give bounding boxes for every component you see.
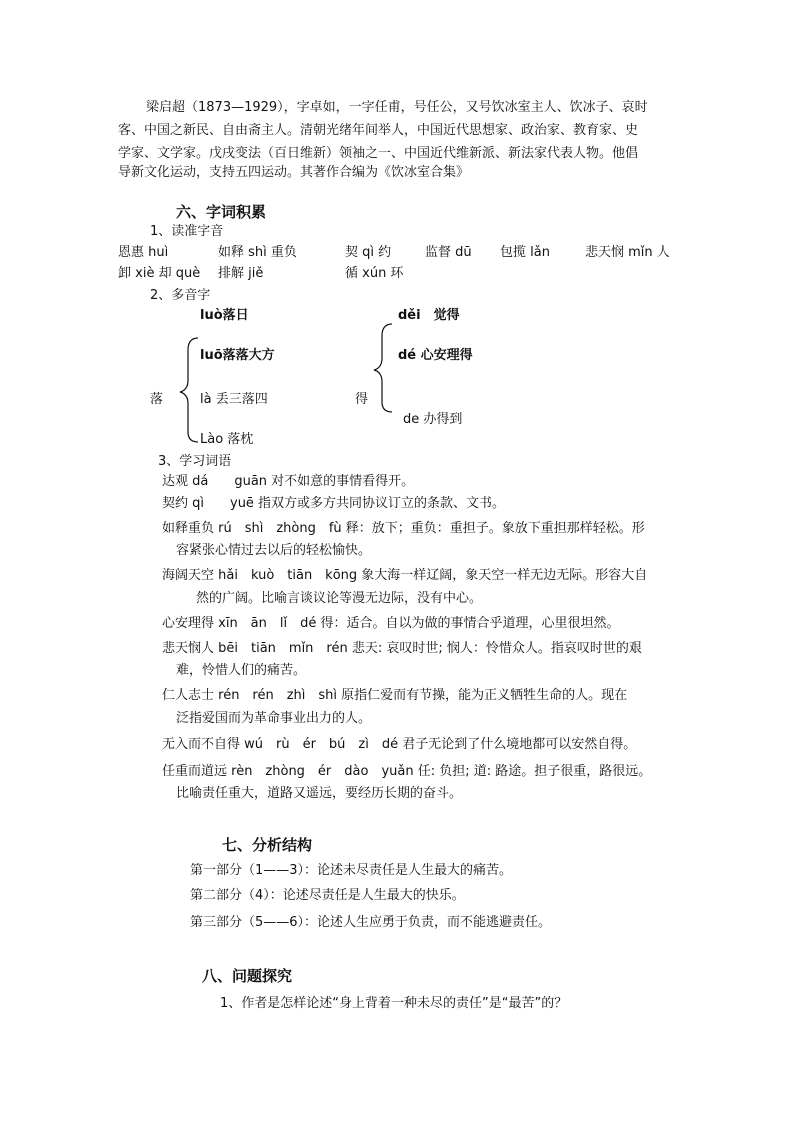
vocab-entry: 任重而道远 rèn zhòng ér dào yuǎn 任: 负担; 道: 路途。担子很重，路很远。 [162, 764, 652, 779]
bio-line-4: 导新文化运动，支持五四运动。其著作合编为《饮冰室合集》 [118, 165, 470, 180]
question-1: 1、作者是怎样论述“身上背着一种未尽的责任”是“最苦”的？ [220, 996, 568, 1011]
section7-title: 七、分析结构 [222, 836, 313, 854]
vocab-entry: 海阔天空 hǎi kuò tiān kōng 象大海一样辽阔，象天空一样无边无际。形容大自 [162, 568, 648, 583]
pron-item: 包揽 lǎn [500, 245, 550, 260]
structure-item: 第三部分（5——6）：论述人生应勇于负责，而不能逃避责任。 [190, 915, 552, 930]
vocab-entry: 无入而不自得 wú rù ér bú zì dé 君子无论到了什么境地都可以安然自得。 [162, 737, 637, 752]
luo-reading: luò落日 [200, 308, 249, 323]
vocab-entry-cont: 泛指爱国而为革命事业出力的人。 [176, 711, 372, 726]
de-reading: děi 觉得 [398, 308, 460, 323]
brace-icon [372, 322, 394, 414]
luo-reading: luō落落大方 [200, 348, 275, 363]
de-char: 得 [355, 392, 369, 407]
vocab-entry: 悲天悯人 bēi tiān mǐn rén 悲天: 哀叹时世; 悯人：怜惜众人。指哀叹时世的艰 [162, 641, 642, 656]
section8-title: 八、问题探究 [202, 967, 293, 985]
pron-item: 恩惠 huì [118, 245, 169, 260]
vocab-entry: 心安理得 xīn ān lǐ dé 得：适合。自以为做的事情合乎道理，心里很坦然。 [162, 616, 620, 631]
pron-item: 契 qì 约 [345, 245, 392, 260]
luo-reading: là 丢三落四 [200, 392, 268, 407]
structure-item: 第二部分（4）：论述尽责任是人生最大的快乐。 [190, 888, 465, 903]
vocab-entry: 达观 dá guān 对不如意的事情看得开。 [162, 474, 415, 489]
vocab-entry-cont: 容紧张心情过去以后的轻松愉快。 [176, 543, 372, 558]
vocab-entry-cont: 然的广阔。比喻言谈议论等漫无边际，没有中心。 [196, 591, 483, 606]
luo-char: 落 [150, 392, 164, 407]
de-reading: de 办得到 [403, 412, 463, 427]
vocab-entry-cont: 比喻责任重大，道路又遥远，要经历长期的奋斗。 [176, 786, 463, 801]
brace-icon [178, 336, 200, 444]
pron-item: 排解 jiě [218, 266, 264, 281]
vocab-entry: 仁人志士 rén rén zhì shì 原指仁爱而有节操，能为正义牺牲生命的人。现在 [162, 688, 628, 703]
vocab-entry: 契约 qì yuē 指双方或多方共同协议订立的条款、文书。 [162, 496, 506, 511]
vocab-entry: 如释重负 rú shì zhòng fù 释：放下；重负：重担子。象放下重担那样轻松。形 [162, 521, 645, 536]
luo-reading: Lào 落枕 [200, 432, 254, 447]
section6-title: 六、字词积累 [176, 203, 267, 221]
vocab-entry-cont: 难，怜惜人们的痛苦。 [176, 663, 307, 678]
pron-item: 如释 shì 重负 [218, 245, 297, 260]
bio-line-2: 客、中国之新民、自由斋主人。清朝光绪年间举人，中国近代思想家、政治家、教育家、史 [118, 123, 639, 138]
bio-line-1: 梁启超（1873—1929），字卓如，一字任甫，号任公，又号饮冰室主人、饮冰子、哀时 [146, 100, 648, 115]
sub-read-pronunciation: 1、读准字音 [150, 224, 224, 239]
structure-item: 第一部分（1——3）：论述未尽责任是人生最大的痛苦。 [190, 863, 513, 878]
bio-line-3: 学家、文学家。戊戌变法（百日维新）领袖之一、中国近代维新派、新法家代表人物。他倡 [118, 146, 639, 161]
pron-item: 循 xún 环 [345, 266, 404, 281]
pron-item: 监督 dū [425, 245, 472, 260]
pron-item: 悲天悯 mǐn 人 [585, 245, 670, 260]
pron-item: 卸 xiè 却 què [118, 266, 201, 281]
de-reading: dé 心安理得 [398, 348, 473, 363]
sub-polyphonic: 2、多音字 [150, 288, 211, 303]
sub-vocab: 3、学习词语 [158, 454, 232, 469]
